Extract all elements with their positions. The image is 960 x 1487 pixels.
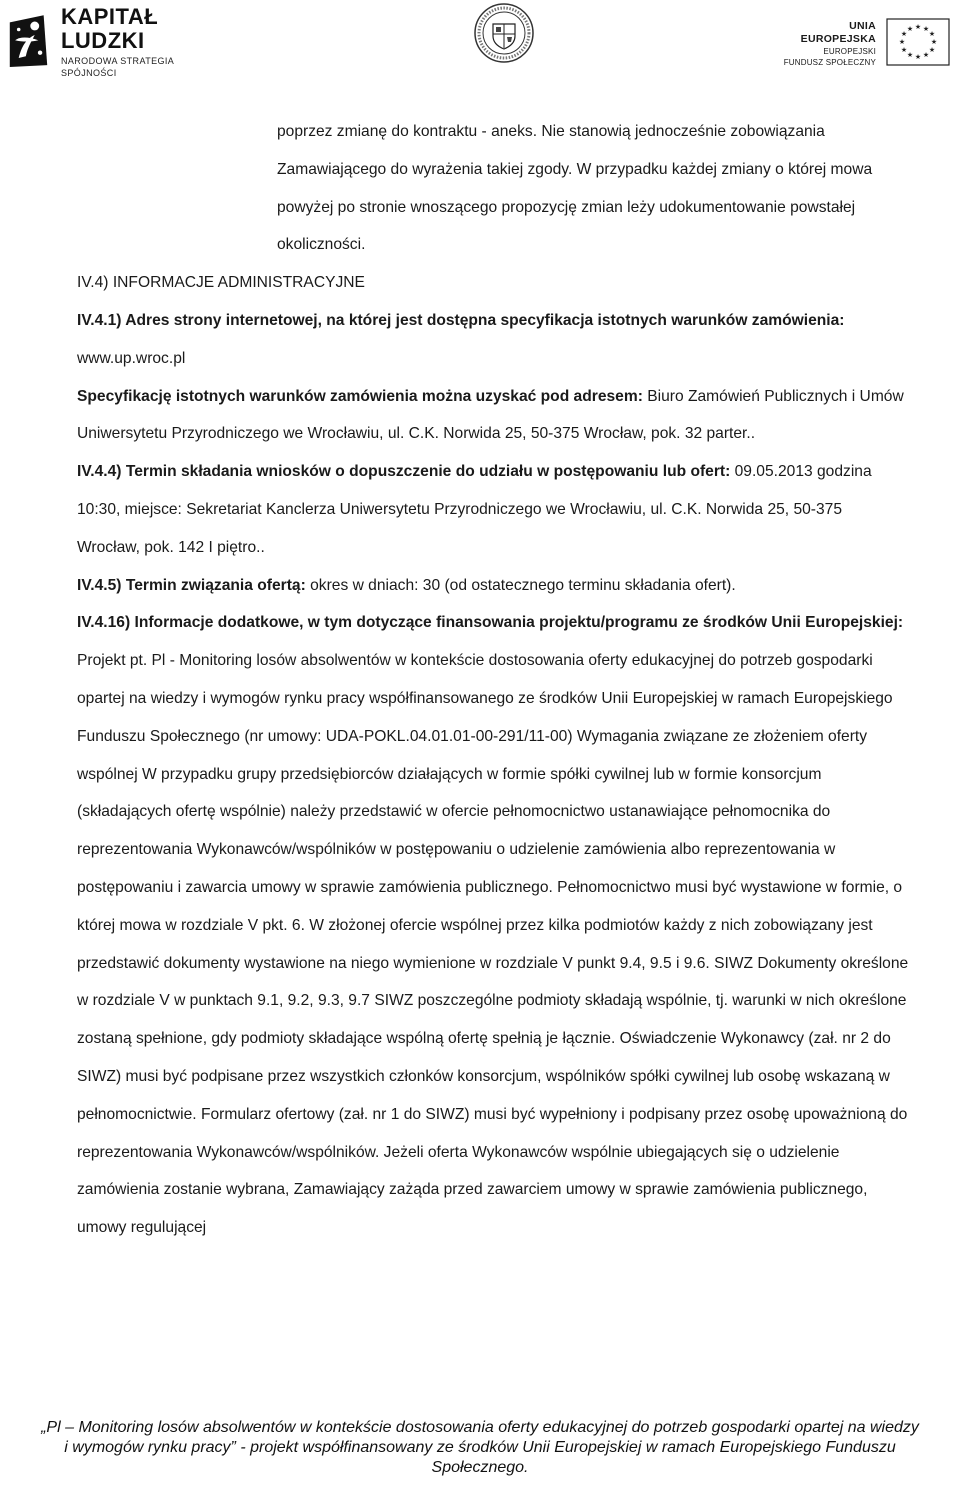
section-iv44-label: IV.4.4) Termin składania wniosków o dopuszczenie do udziału w postępowaniu lub ofert:	[77, 463, 731, 481]
section-spec	[77, 378, 909, 454]
eu-logo-line3: FUNDUSZ SPOŁECZNY	[783, 58, 876, 67]
eu-flag-icon	[886, 18, 950, 66]
university-seal-icon	[473, 2, 535, 64]
kapital-ludzki-emblem-icon	[8, 10, 49, 74]
svg-text:★: ★	[900, 46, 908, 54]
svg-text:★: ★	[906, 25, 914, 33]
svg-text:★: ★	[928, 46, 936, 54]
section-iv416-label: IV.4.16) Informacje dodatkowe, w tym dotyczące finansowania projektu/programu ze środków Unii Europejskiej:	[77, 614, 904, 632]
section-iv45-value: okres w dniach: 30 (od ostatecznego terminu składania ofert).	[305, 576, 736, 594]
svg-text:★: ★	[906, 51, 914, 59]
section-iv41-label: IV.4.1) Adres strony internetowej, na której jest dostępna specyfikacja istotnych warunków zamówienia:	[77, 311, 845, 329]
svg-text:★: ★	[922, 51, 930, 59]
section-iv44	[77, 453, 909, 566]
section-iv416-value: Projekt pt. Pl - Monitoring losów absolwentów w kontekście dostosowania oferty edukacyjnej do potrzeb gospodarki opartej na wiedzy i wymogów rynku pracy współfinansowanego ze środków Unii Europejskiej w ramach Europejskiego Funduszu Społecznego (nr umowy: UDA-POKL.04.01.01-00-291/11-00) Wymagania związane ze złożeniem oferty wspólnej W przypadku grupy przedsiębiorców działających w formie spółki cywilnej lub w formie konsorcjum (składających ofertę wspólnie) należy przedstawić w ofercie pełnomocnictwo ustanawiające pełnomocnika do reprezentowania Wykonawców/wspólników w postępowaniu o udzielenie zamówienia albo reprezentowania w postępowaniu i zawarcia umowy w sprawie zamówienia publicznego. Pełnomocnictwo musi być wystawione w formie, o której mowa w rozdziale V pkt. 6. W złożonej ofercie wspólnej przez kilka podmiotów każdy z nich zobowiązany jest przedstawić dokumenty wystawione na niego wymienione w rozdziale V punkt 9.4, 9.5 i 9.6. SIWZ Dokumenty określone w rozdziale V w punktach 9.1, 9.2, 9.3, 9.7 SIWZ poszczególne podmioty składają wspólnie, tj. warunki w nich określone zostaną spełnione, gdy podmioty składające wspólną ofertę spełnią je łącznie. Oświadczenie Wykonawcy (zał. nr 2 do SIWZ) musi być podpisane przez wszystkich członków konsorcjum, wspólników spółki cywilnej lub osobę wskazaną w pełnomocnictwie. Formularz ofertowy (zał. nr 1 do SIWZ) musi być wypełniony i podpisany przez osobę upoważnioną do reprezentowania Wykonawców/wspólników. Jeżeli oferta Wykonawców wspólnie ubiegających się o udzielenie zamówienia zostanie wybrana, Zamawiający zażąda przed zawarciem umowy w sprawie zamówienia publicznego, umowy regulującej	[77, 652, 909, 1237]
eu-logo	[780, 18, 952, 70]
section-iv416	[77, 604, 909, 1247]
page-header	[0, 0, 960, 92]
page-footer: „Pl – Monitoring losów absolwentów w kontekście dostosowania oferty edukacyjnej do potrzeb gospodarki opartej na wiedzy i wymogów rynku pracy” - projekt współfinansowany ze środków Unii Europejskiej w ramach Europejskiego Funduszu Społecznego.	[41, 1419, 919, 1476]
section-spec-label: Specyfikację istotnych warunków zamówienia można uzyskać pod adresem:	[77, 387, 643, 405]
paragraph-continuation: poprzez zmianę do kontraktu - aneks. Nie stanowią jednocześnie zobowiązania Zamawiającego do wyrażenia takiej zgody. W przypadku każdej zmiany o której mowa powyżej po stronie wnoszącego propozycję zmian leży udokumentowanie powstałej okoliczności.	[277, 123, 873, 254]
eu-logo-line2: EUROPEJSKI	[823, 47, 876, 56]
section-spec-value: Biuro Zamówień Publicznych i Umów Uniwersytetu Przyrodniczego we Wrocławiu, ul. C.K. Norwida 25, 50-375 Wrocław, pok. 32 parter..	[77, 387, 904, 443]
svg-text:★: ★	[898, 38, 906, 46]
svg-text:★: ★	[900, 30, 908, 38]
document-body	[77, 113, 909, 1247]
section-heading-iv4: IV.4) INFORMACJE ADMINISTRACYJNE	[77, 274, 365, 292]
svg-text:★: ★	[914, 53, 922, 61]
svg-text:★: ★	[922, 25, 930, 33]
kapital-ludzki-logo	[8, 4, 228, 78]
section-iv44-value: 09.05.2013 godzina 10:30, miejsce: Sekretariat Kanclerza Uniwersytetu Przyrodniczego we Wrocławiu, ul. C.K. Norwida 25, 50-375 Wrocław, pok. 142 I piętro..	[77, 463, 872, 556]
section-iv41	[77, 302, 909, 378]
section-iv41-value: www.up.wroc.pl	[77, 349, 186, 367]
kapital-ludzki-subtitle: NARODOWA STRATEGIA SPÓJNOŚCI	[60, 56, 174, 78]
svg-text:★: ★	[914, 23, 922, 31]
eu-logo-line1: UNIA EUROPEJSKA	[800, 20, 876, 45]
section-iv45	[77, 567, 909, 605]
svg-text:★: ★	[928, 30, 936, 38]
kapital-ludzki-title: KAPITAŁ LUDZKI	[60, 4, 159, 53]
svg-text:★: ★	[930, 38, 938, 46]
section-iv45-label: IV.4.5) Termin związania ofertą:	[77, 576, 306, 594]
